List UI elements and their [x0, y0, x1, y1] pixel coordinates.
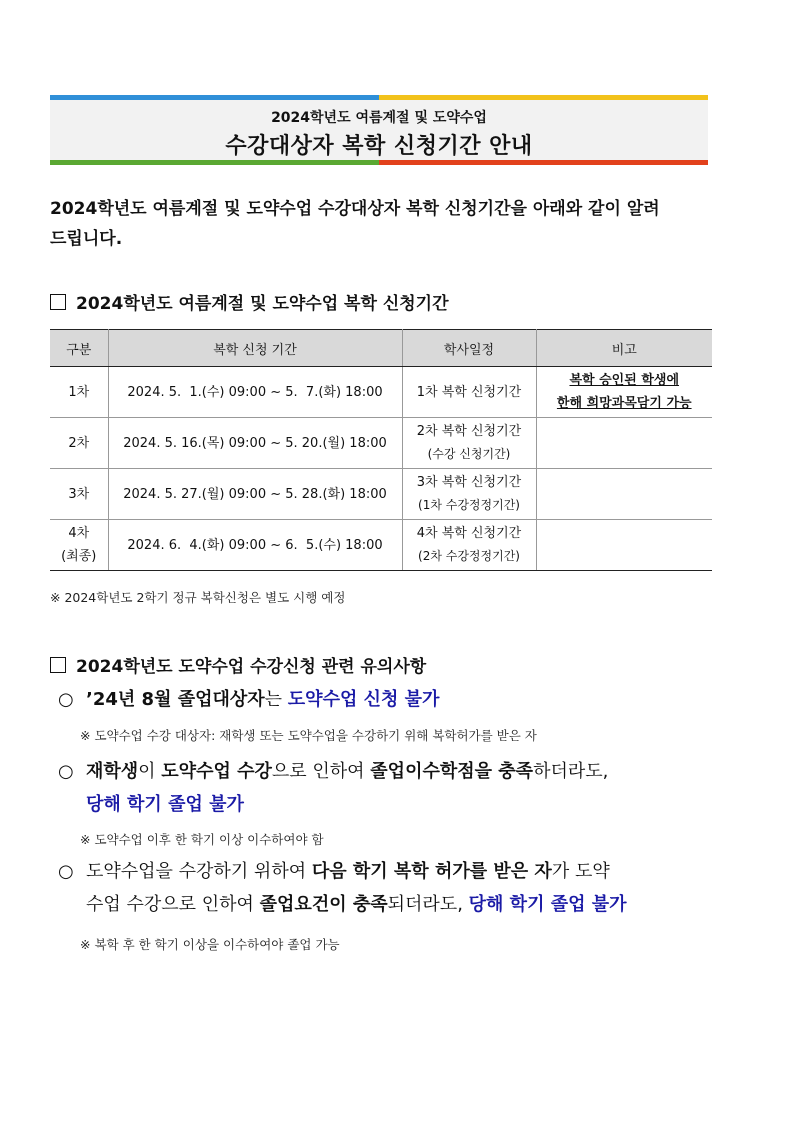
item-3-bold-b: 졸업요건이 충족 — [259, 894, 388, 915]
gubun-text: 1차 — [68, 384, 90, 400]
intro-paragraph — [50, 194, 720, 254]
cell-remark — [536, 418, 712, 469]
banner-bar-yellow — [379, 95, 708, 100]
cell-period: 2024. 5. 1.(수) 09:00 ~ 5. 7.(화) 18:00 — [108, 367, 402, 418]
checkbox-icon — [50, 294, 66, 310]
item-2-highlight: 당해 학기 졸업 불가 — [86, 794, 244, 815]
schedule-subtext: (수강 신청기간) — [427, 447, 511, 461]
cell-gubun — [50, 367, 108, 418]
table-row — [50, 469, 712, 520]
item-3-line-1 — [58, 855, 718, 888]
intro-line-1: 2024학년도 여름계절 및 도약수업 수강대상자 복학 신청기간을 아래와 같이 알려 — [50, 199, 660, 219]
item-2-bold-c: 졸업이수학점을 충족 — [370, 761, 534, 782]
item-3-text-a: 도약수업을 수강하기 위하여 — [86, 861, 312, 882]
table-row — [50, 367, 712, 418]
notice-item-2 — [58, 755, 718, 821]
item-3-highlight: 당해 학기 졸업 불가 — [468, 894, 627, 915]
notice-item-3 — [58, 855, 718, 921]
item-3-text-d: 되더라도, — [387, 894, 469, 915]
column-header-remark: 비고 — [536, 330, 712, 367]
cell-schedule — [402, 469, 536, 520]
cell-schedule: 1차 복학 신청기간 — [402, 367, 536, 418]
item-2-bold-a: 재학생 — [86, 761, 139, 782]
item-1-particle: 는 — [264, 689, 288, 710]
schedule-table — [50, 329, 712, 571]
column-header-period: 복학 신청 기간 — [108, 330, 402, 367]
banner-bar-green — [50, 160, 379, 165]
circle-bullet-icon: ○ — [58, 689, 74, 710]
cell-schedule — [402, 520, 536, 571]
schedule-subtext: (2차 수강정정기간) — [418, 549, 520, 563]
gubun-subtext: (최종) — [61, 549, 97, 564]
section-1-footnote: ※ 2024학년도 2학기 정규 복학신청은 별도 시행 예정 — [50, 590, 346, 605]
section-1-heading — [50, 289, 449, 314]
item-3-text-c: 수업 수강으로 인하여 — [86, 894, 260, 915]
table-row — [50, 418, 712, 469]
cell-gubun: 3차 — [50, 469, 108, 520]
cell-gubun — [50, 520, 108, 571]
title-banner — [50, 95, 708, 165]
circle-bullet-icon: ○ — [58, 861, 74, 882]
remark-line-2: 한해 희망과목담기 가능 — [556, 396, 692, 411]
item-3-bold-a: 다음 학기 복학 허가를 받은 자 — [311, 861, 552, 882]
schedule-subtext: (1차 수강정정기간) — [418, 498, 520, 512]
banner-bar-red — [379, 160, 708, 165]
intro-line-2: 드립니다. — [50, 229, 123, 249]
section-2-heading — [50, 652, 426, 677]
document-subtitle: 2024학년도 여름계절 및 도약수업 — [271, 110, 487, 126]
item-2-line-1 — [58, 755, 718, 788]
document-title: 수강대상자 복학 신청기간 안내 — [225, 134, 533, 159]
cell-remark — [536, 367, 712, 418]
item-2-text-c: 하더라도, — [533, 761, 609, 782]
item-1-highlight: 도약수업 신청 불가 — [287, 689, 440, 710]
item-3-note: ※ 복학 후 한 학기 이상을 이수하여야 졸업 가능 — [80, 937, 340, 952]
schedule-text: 4차 복학 신청기간 — [416, 526, 522, 541]
section-2-heading-text: 2024학년도 도약수업 수강신청 관련 유의사항 — [76, 657, 427, 677]
cell-gubun: 2차 — [50, 418, 108, 469]
circle-bullet-icon: ○ — [58, 761, 74, 782]
column-header-gubun: 구분 — [50, 330, 108, 367]
item-3-text-b: 가 도약 — [551, 861, 610, 882]
cell-period: 2024. 6. 4.(화) 09:00 ~ 6. 5.(수) 18:00 — [108, 520, 402, 571]
cell-period: 2024. 5. 16.(목) 09:00 ~ 5. 20.(월) 18:00 — [108, 418, 402, 469]
notice-item-1 — [58, 683, 718, 716]
item-2-note: ※ 도약수업 이후 한 학기 이상 이수하여야 함 — [80, 832, 324, 847]
cell-remark — [536, 469, 712, 520]
cell-period: 2024. 5. 27.(월) 09:00 ~ 5. 28.(화) 18:00 — [108, 469, 402, 520]
schedule-text: 3차 복학 신청기간 — [416, 475, 522, 490]
item-3-line-2 — [58, 888, 718, 921]
item-2-bold-b: 도약수업 수강 — [161, 761, 272, 782]
table-header-row — [50, 330, 712, 367]
item-1-note: ※ 도약수업 수강 대상자: 재학생 또는 도약수업을 수강하기 위해 복학허가를 받은 자 — [80, 728, 537, 743]
cell-schedule — [402, 418, 536, 469]
remark-line-1: 복학 승인된 학생에 — [569, 373, 680, 388]
item-2-text-a: 이 — [138, 761, 162, 782]
column-header-schedule: 학사일정 — [402, 330, 536, 367]
table-row — [50, 520, 712, 571]
item-2-text-b: 으로 인하여 — [271, 761, 371, 782]
section-1-heading-text: 2024학년도 여름계절 및 도약수업 복학 신청기간 — [76, 294, 449, 314]
schedule-text: 2차 복학 신청기간 — [416, 424, 522, 439]
item-1-subject: ’24년 8월 졸업대상자 — [86, 689, 265, 710]
checkbox-icon — [50, 657, 66, 673]
cell-remark — [536, 520, 712, 571]
banner-bar-blue — [50, 95, 379, 100]
gubun-text: 4차 — [68, 526, 90, 541]
